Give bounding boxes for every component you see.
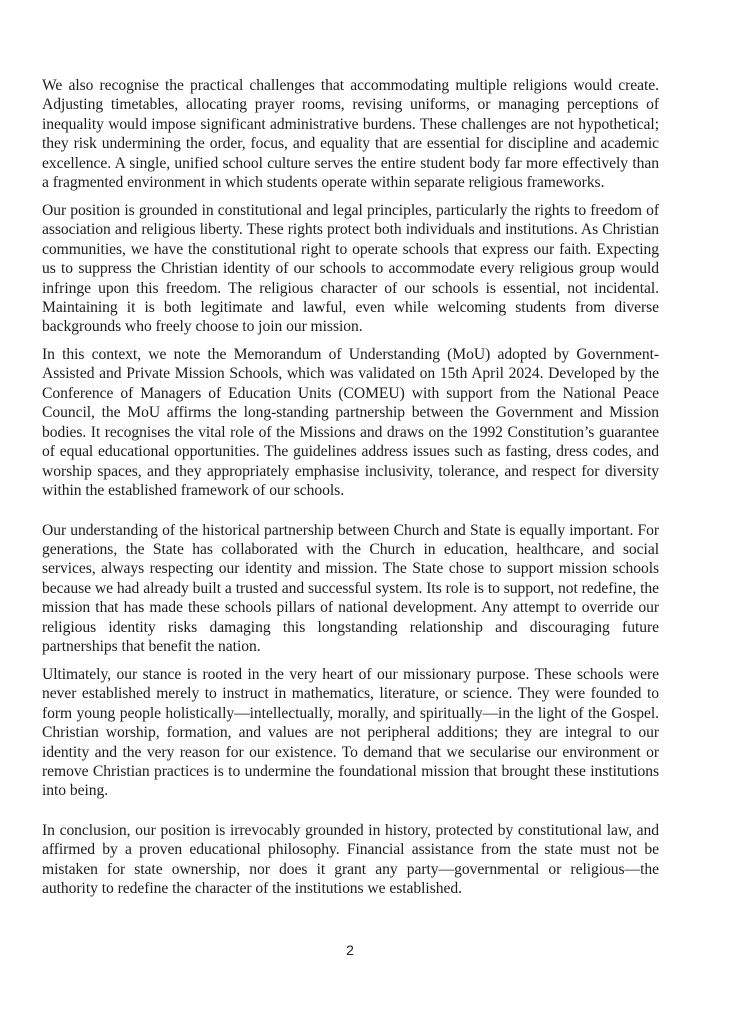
paragraph-practical-challenges: We also recognise the practical challenges that accommodating multiple religions would create. Adjusting timetables, allocating prayer rooms, revising uniforms, or managing perceptions of inequality would impose significant administrative burdens. These challenges are not hypothetical; they risk undermining the order, focus, and equality that are essential for discipline and academic excellence. A single, unified school culture serves the entire student body far more effectively than a fragmented environment in which students operate within separate religious frameworks. — [42, 77, 659, 192]
page-number: 2 — [346, 942, 354, 958]
paragraph-constitutional-principles: Our position is grounded in constitutional and legal principles, particularly the rights to freedom of association and religious liberty. These rights protect both individuals and institutions. As Christian communities, we have the constitutional right to operate schools that express our faith. Expecting us to suppress the Christian identity of our schools to accommodate every religious group would infringe upon this freedom. The religious character of our schools is essential, not incidental. Maintaining it is both legitimate and lawful, even while welcoming students from diverse backgrounds who freely choose to join our mission. — [42, 201, 659, 336]
paragraph-conclusion: In conclusion, our position is irrevocably grounded in history, protected by constitutional law, and affirmed by a proven educational philosophy. Financial assistance from the state must not be mistaken for state ownership, nor does it grant any party—governmental or religious—the authority to redefine the character of the institutions we established. — [42, 821, 659, 898]
paragraph-mou-context: In this context, we note the Memorandum of Understanding (MoU) adopted by Government-Assisted and Private Mission Schools, which was validated on 15th April 2024. Developed by the Conference of Managers of Education Units (COMEU) with support from the National Peace Council, the MoU affirms the long-standing partnership between the Government and Mission bodies. It recognises the vital role of the Missions and draws on the 1992 Constitution’s guarantee of equal educational opportunities. The guidelines address issues such as fasting, dress codes, and worship spaces, and they appropriately emphasise inclusivity, tolerance, and respect for diversity within the established framework of our schools. — [42, 345, 659, 500]
paragraph-church-state-partnership: Our understanding of the historical partnership between Church and State is equally important. For generations, the State has collaborated with the Church in education, healthcare, and social services, always respecting our identity and mission. The State chose to support mission schools because we had already built a trusted and successful system. Its role is to support, not redefine, the mission that has made these schools pillars of national development. Any attempt to override our religious identity risks damaging this longstanding relationship and discouraging future partnerships that benefit the nation. — [42, 521, 659, 656]
document-body — [42, 76, 659, 899]
paragraph-missionary-purpose: Ultimately, our stance is rooted in the very heart of our missionary purpose. These schools were never established merely to instruct in mathematics, literature, or science. They were founded to form young people holistically—intellectually, morally, and spiritually—in the light of the Gospel. Christian worship, formation, and values are not peripheral additions; they are integral to our identity and the very reason for our existence. To demand that we secularise our environment or remove Christian practices is to undermine the foundational mission that brought these institutions into being. — [42, 665, 659, 800]
